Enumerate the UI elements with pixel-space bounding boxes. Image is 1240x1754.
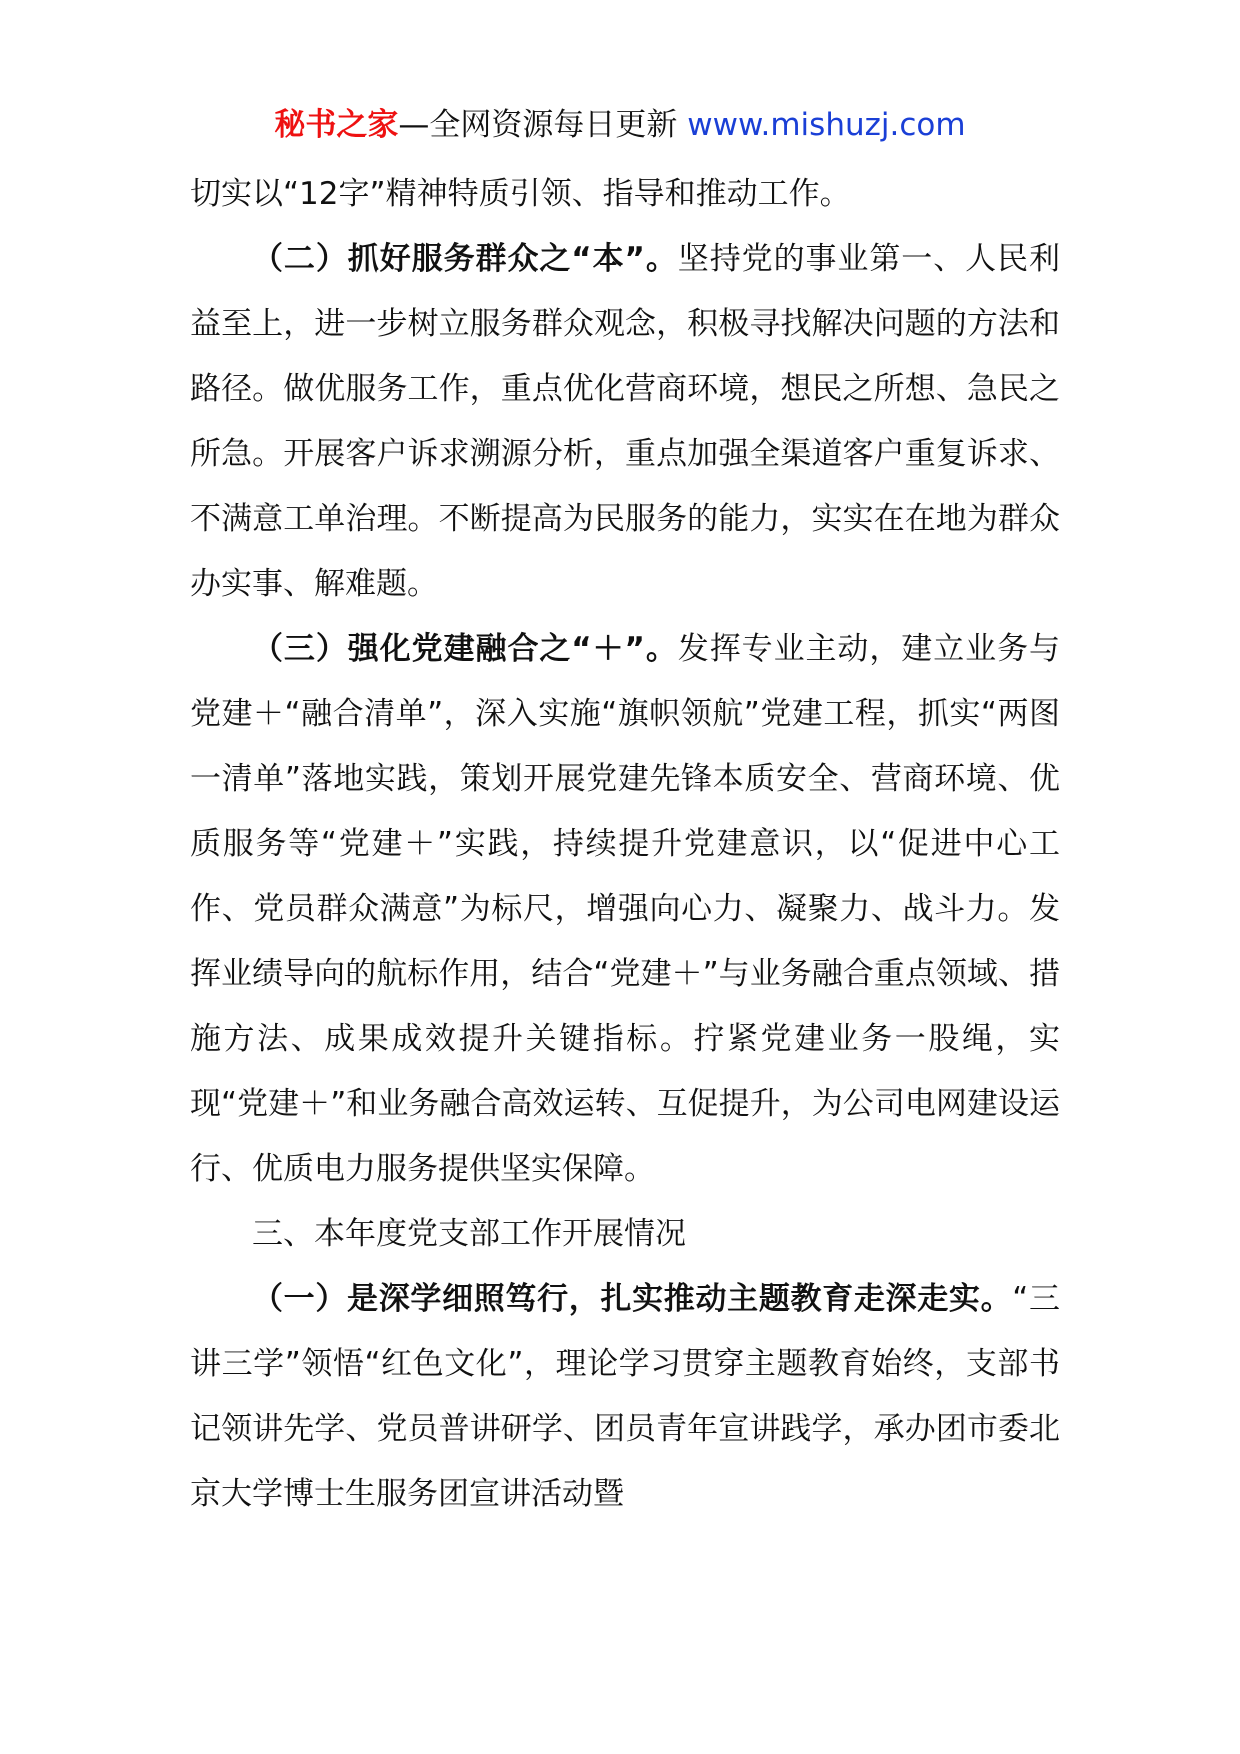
chapter-heading	[190, 1202, 1060, 1267]
paragraph-section-1	[190, 1267, 1060, 1527]
paragraph-text: 发挥专业主动，建立业务与党建＋“融合清单”，深入实施“旗帜领航”党建工程，抓实“两图一清单”落地实践，策划开展党建先锋本质安全、营商环境、优质服务等“党建＋”实践，持续提升党建意识，以“促进中心工作、党员群众满意”为标尺，增强向心力、凝聚力、战斗力。发挥业绩导向的航标作用，结合“党建＋”与业务融合重点领域、措施方法、成果成效提升关键指标。拧紧党建业务一股绳，实现“党建＋”和业务融合高效运转、互促提升，为公司电网建设运行、优质电力服务提供坚实保障。	[190, 631, 1061, 1187]
paragraph-heading: （三）强化党建融合之“＋”。	[252, 631, 678, 667]
document-body	[190, 162, 1060, 1527]
site-url[interactable]: www.mishuzj.com	[687, 107, 966, 143]
paragraph-heading: （二）抓好服务群众之“本”。	[252, 241, 678, 277]
header-tagline: —全网资源每日更新	[398, 107, 688, 143]
brand-name: 秘书之家	[274, 107, 399, 143]
paragraph-section-2	[190, 227, 1060, 617]
paragraph-heading: （一）是深学细照笃行，扎实推动主题教育走深走实。	[252, 1281, 1013, 1317]
paragraph-text: “三讲三学”领悟“红色文化”，理论学习贯穿主题教育始终，支部书记领讲先学、党员普讲研学、团员青年宣讲践学，承办团市委北京大学博士生服务团宣讲活动暨	[190, 1281, 1061, 1512]
paragraph-text: 坚持党的事业第一、人民利益至上，进一步树立服务群众观念，积极寻找解决问题的方法和路径。做优服务工作，重点优化营商环境，想民之所想、急民之所急。开展客户诉求溯源分析，重点加强全渠道客户重复诉求、不满意工单治理。不断提高为民服务的能力，实实在在地为群众办实事、解难题。	[190, 241, 1061, 602]
paragraph-text: 切实以“12字”精神特质引领、指导和推动工作。	[190, 176, 851, 212]
paragraph-continuation	[190, 162, 1060, 227]
chapter-heading-text: 三、本年度党支部工作开展情况	[252, 1216, 686, 1252]
site-header	[0, 100, 1240, 150]
paragraph-section-3	[190, 617, 1060, 1202]
